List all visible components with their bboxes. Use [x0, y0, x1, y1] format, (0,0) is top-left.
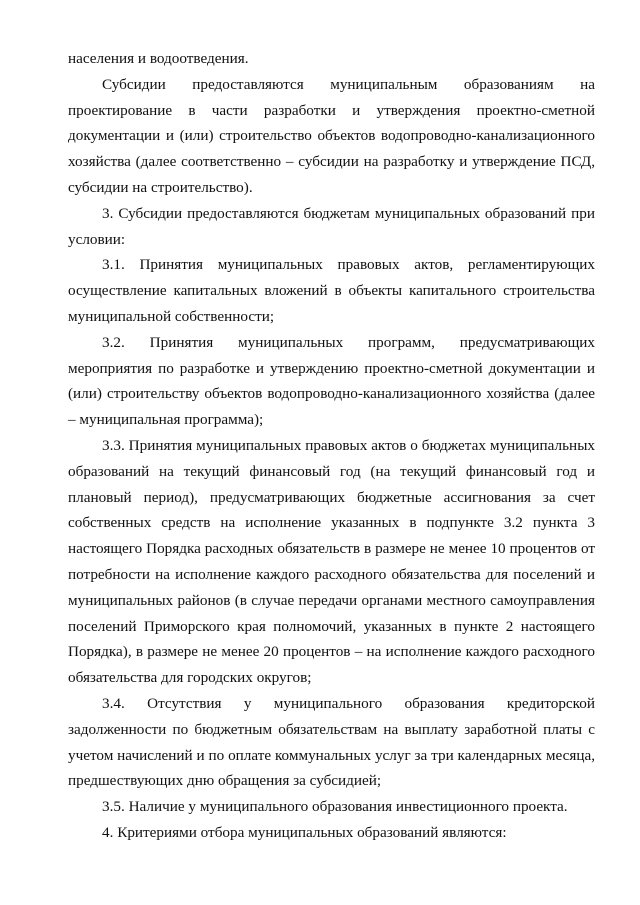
paragraph-item-3-1: 3.1. Принятия муниципальных правовых актов, регламентирующих осуществление капитальных вложений в объекты капитального строительства муниципальной собственности; — [68, 256, 595, 325]
paragraph-item-3-2: 3.2. Принятия муниципальных программ, предусматривающих мероприятия по разработке и утверждению проектно-сметной документации и (или) строительству объектов водопроводно-канализационного хозяйства (далее – муниципальная программа); — [68, 333, 595, 429]
paragraph-item-3-3: 3.3. Принятия муниципальных правовых актов о бюджетах муниципальных образований на текущий финансовый год (на текущий финансовый год и плановый период), предусматривающих бюджетные ассигнования за счет собственных средств на исполнение указанных в подпункте 3.2 пункта 3 настоящего Порядка расходных обязательств в размере не менее 10 процентов от потребности на исполнение каждого расходного обязательства для поселений и муниципальных районов (в случае передачи органами местного самоуправления поселений Приморского края полномочий, указанных в пункте 2 настоящего Порядка), в размере не менее 20 процентов – на исполнение каждого расходного обязательства для городских округов; — [68, 436, 595, 687]
paragraph-item-3: 3. Субсидии предоставляются бюджетам муниципальных образований при условии: — [68, 204, 595, 248]
paragraph-subsidies-purpose: Субсидии предоставляются муниципальным образованиям на проектирование в части разработки и утверждения проектно-сметной документации и (или) строительство объектов водопроводно-канализационного хозяйства (далее соответственно – субсидии на разработку и утверждение ПСД, субсидии на строительство). — [68, 75, 595, 196]
paragraph-item-3-4: 3.4. Отсутствия у муниципального образования кредиторской задолженности по бюджетным обязательствам на выплату заработной платы с учетом начислений и по оплате коммунальных услуг за три календарных месяца, предшествующих дню обращения за субсидией; — [68, 694, 595, 790]
paragraph-item-4: 4. Критериями отбора муниципальных образований являются: — [102, 823, 507, 841]
paragraph-continuation: населения и водоотведения. — [68, 50, 249, 67]
paragraph-item-3-5: 3.5. Наличие у муниципального образования инвестиционного проекта. — [102, 798, 568, 816]
document-body — [68, 46, 595, 846]
